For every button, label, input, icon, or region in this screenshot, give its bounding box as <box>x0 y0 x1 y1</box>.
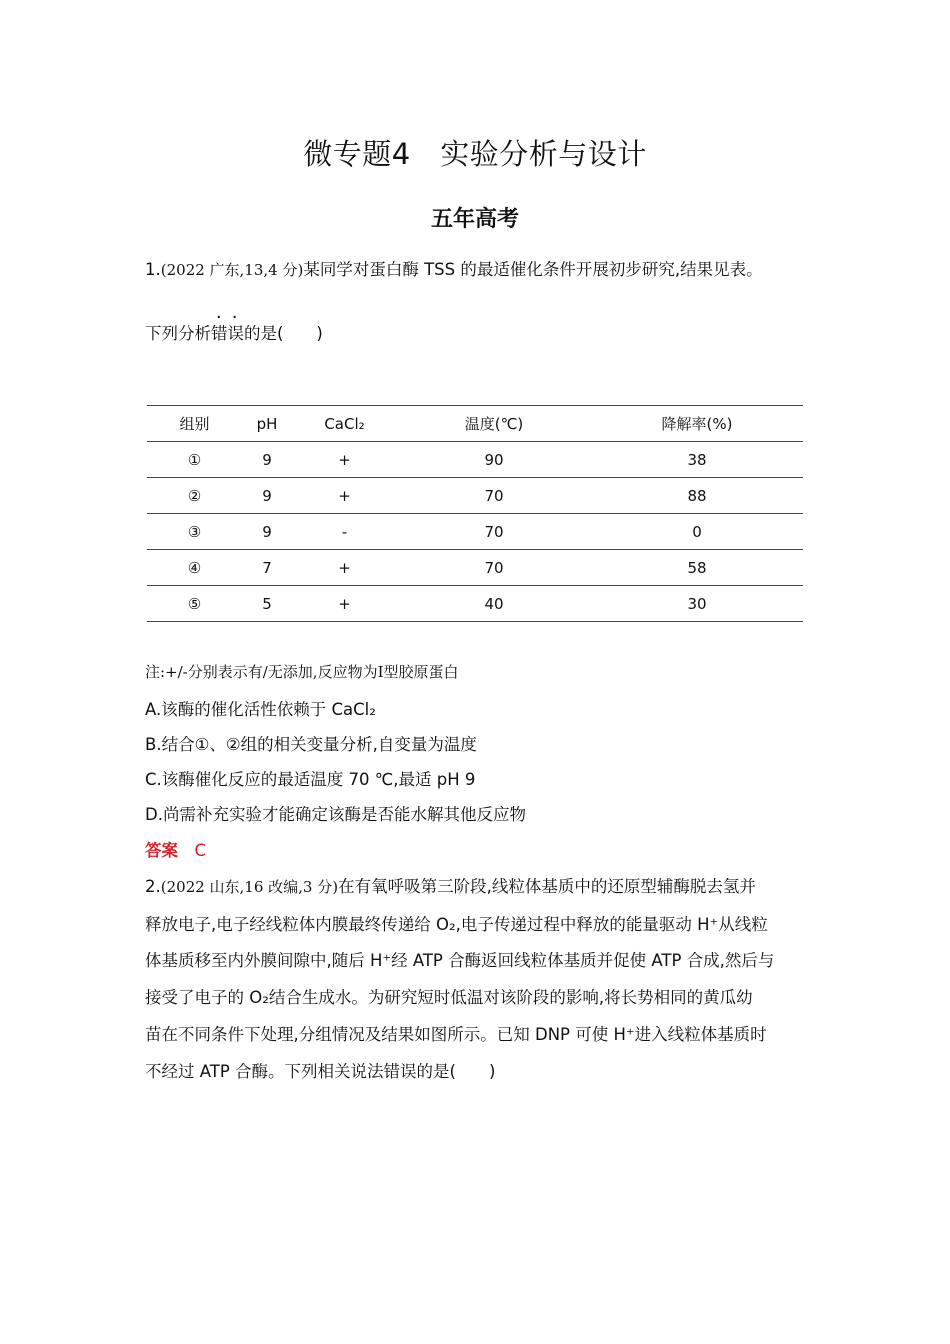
table-cell: 58 <box>591 550 803 586</box>
question-2-source: (2022 山东,16 改编,3 分) <box>160 878 339 896</box>
emphasis-dots: .. <box>216 302 248 323</box>
table-cell: ② <box>147 478 242 514</box>
table-cell: + <box>292 442 397 478</box>
table-cell: + <box>292 478 397 514</box>
table-header-cell: 温度(℃) <box>397 406 591 442</box>
table-row <box>147 514 803 550</box>
table-cell: + <box>292 586 397 622</box>
question-1-line-1 <box>145 260 763 280</box>
answer-label: 答案 <box>145 841 178 860</box>
table-row <box>147 442 803 478</box>
option-a: A.该酶的催化活性依赖于 CaCl₂ <box>145 700 376 719</box>
page-title: 微专题4 实验分析与设计 <box>303 137 647 171</box>
table-cell: ⑤ <box>147 586 242 622</box>
table-cell: 40 <box>397 586 591 622</box>
table-header-row <box>147 406 803 442</box>
question-1-source: (2022 广东,13,4 分) <box>160 261 304 279</box>
table-header-cell: 组别 <box>147 406 242 442</box>
answer-line <box>145 837 206 861</box>
table-header-cell: CaCl₂ <box>292 406 397 442</box>
table-cell: 30 <box>591 586 803 622</box>
question-2-line-5: 苗在不同条件下处理,分组情况及结果如图所示。已知 DNP 可使 H⁺进入线粒体基质时 <box>145 1025 767 1044</box>
table-row <box>147 550 803 586</box>
table-row <box>147 478 803 514</box>
option-c: C.该酶催化反应的最适温度 70 ℃,最适 pH 9 <box>145 770 476 789</box>
table-cell: + <box>292 550 397 586</box>
table-cell: 9 <box>242 514 292 550</box>
table-cell: 70 <box>397 478 591 514</box>
table-cell: 0 <box>591 514 803 550</box>
question-2-line-1 <box>145 873 756 897</box>
option-b: B.结合①、②组的相关变量分析,自变量为温度 <box>145 735 477 754</box>
question-2-line-6: 不经过 ATP 合酶。下列相关说法错误的是( ) <box>145 1062 496 1081</box>
table-cell: 9 <box>242 478 292 514</box>
table-cell: 90 <box>397 442 591 478</box>
question-2-text: 在有氧呼吸第三阶段,线粒体基质中的还原型辅酶脱去氢并 <box>338 877 756 896</box>
table-cell: 7 <box>242 550 292 586</box>
table-cell: 9 <box>242 442 292 478</box>
option-d: D.尚需补充实验才能确定该酶是否能水解其他反应物 <box>145 805 526 824</box>
table-cell: 70 <box>397 514 591 550</box>
question-2-line-3: 体基质移至内外膜间隙中,随后 H⁺经 ATP 合酶返回线粒体基质并促使 ATP 合成,然后与 <box>145 951 775 970</box>
question-1-line-2: 下列分析错误的是( ) <box>145 324 323 343</box>
table-cell: ④ <box>147 550 242 586</box>
table-cell: 38 <box>591 442 803 478</box>
table-row <box>147 586 803 622</box>
table-header-cell: 降解率(%) <box>591 406 803 442</box>
question-2-line-4: 接受了电子的 O₂结合生成水。为研究短时低温对该阶段的影响,将长势相同的黄瓜幼 <box>145 988 753 1007</box>
table-cell: ① <box>147 442 242 478</box>
question-2-number: 2. <box>145 877 161 896</box>
table-cell: 5 <box>242 586 292 622</box>
question-1-number: 1. <box>145 260 161 279</box>
table-note: 注:+/-分别表示有/无添加,反应物为Ⅰ型胶原蛋白 <box>145 663 459 681</box>
results-table <box>147 405 803 622</box>
question-1-text: 某同学对蛋白酶 TSS 的最适催化条件开展初步研究,结果见表。 <box>303 260 763 279</box>
table-cell: - <box>292 514 397 550</box>
question-2-line-2: 释放电子,电子经线粒体内膜最终传递给 O₂,电子传递过程中释放的能量驱动 H⁺从线粒 <box>145 915 768 934</box>
answer-value: C <box>194 841 207 860</box>
table-cell: 88 <box>591 478 803 514</box>
table-cell: ③ <box>147 514 242 550</box>
table-header-cell: pH <box>242 406 292 442</box>
section-title: 五年高考 <box>430 207 519 232</box>
table-cell: 70 <box>397 550 591 586</box>
